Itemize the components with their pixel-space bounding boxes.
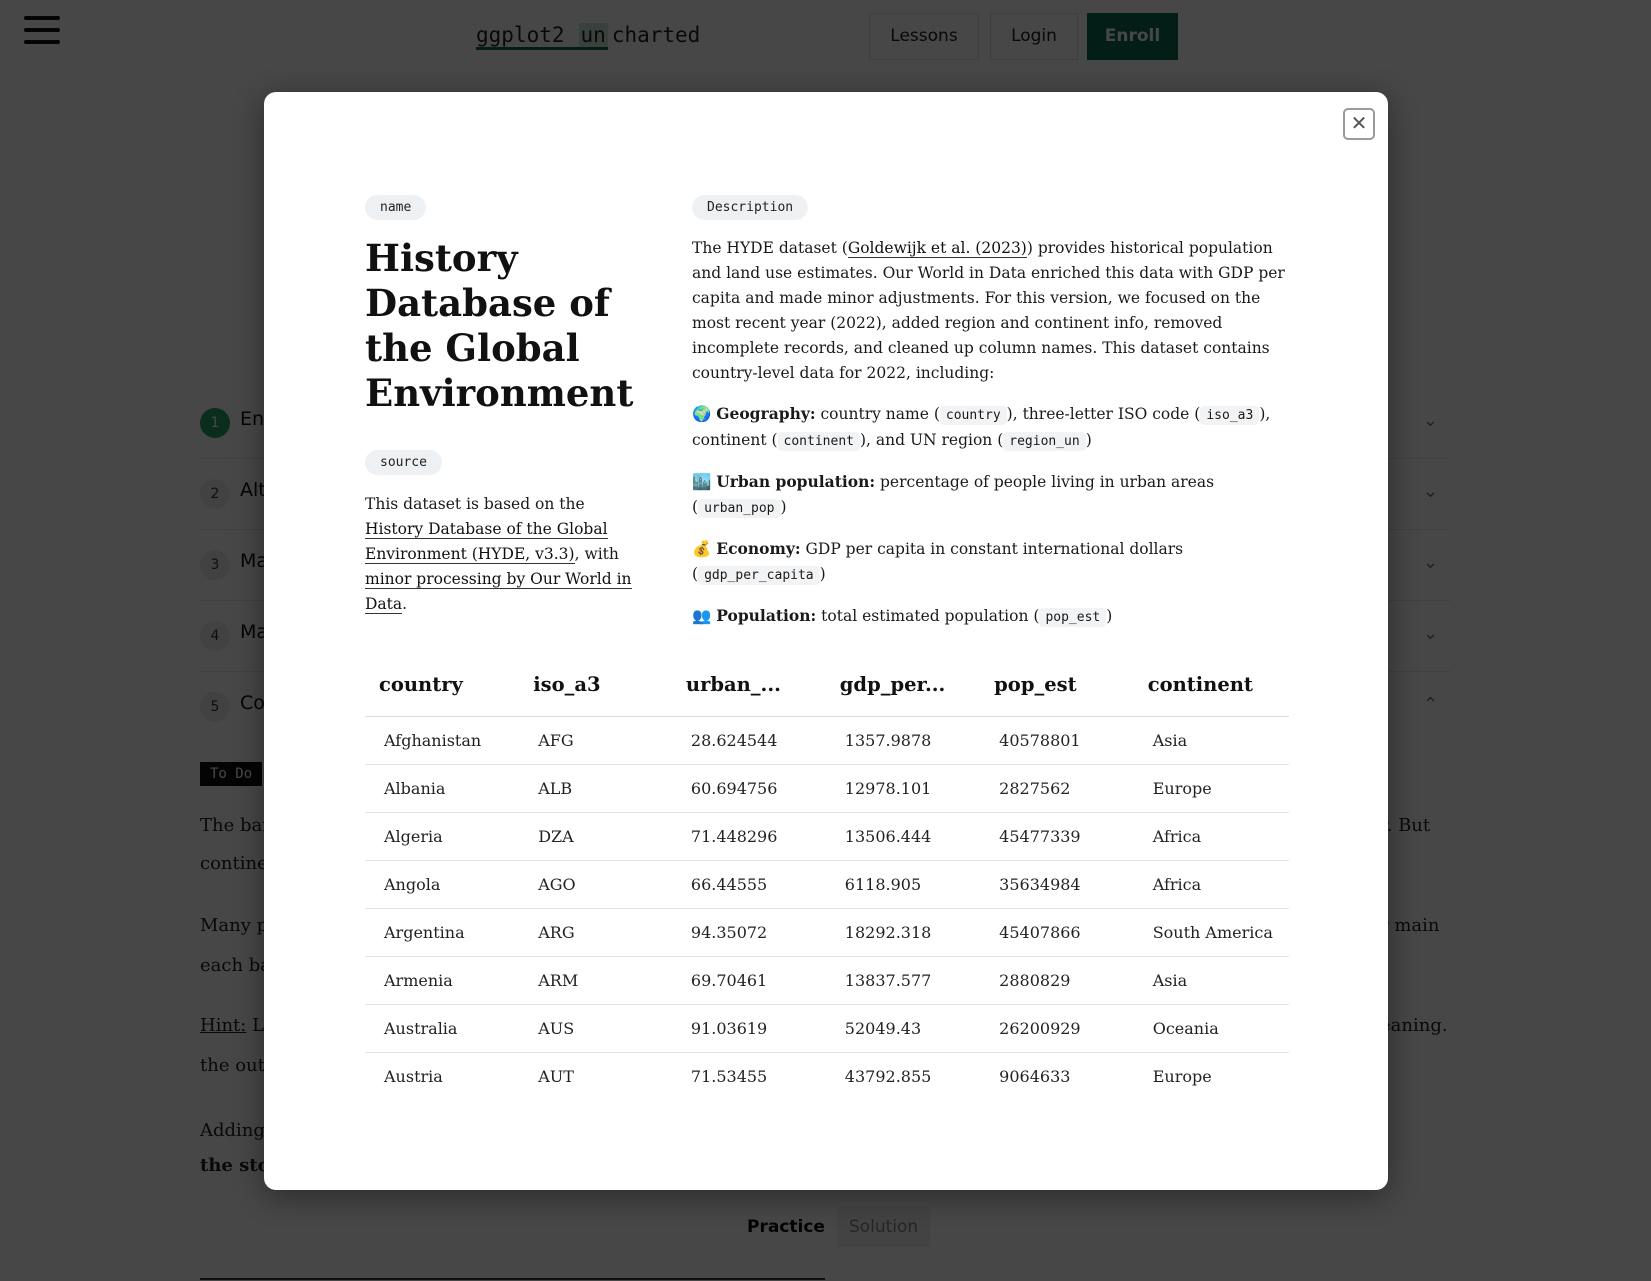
money-bag-icon: 💰 [692,540,712,558]
table-row [365,813,1289,861]
code-urban-pop: urban_pop [698,499,780,518]
table-cell: AFG [519,717,672,765]
table-row [365,957,1289,1005]
feature-geography: 🌍 Geography: country name ( country ), three-letter ISO code ( iso_a3 ), continent ( continent ), and UN region ( region_un ) [692,404,1271,449]
code-region: region_un [1003,432,1085,451]
table-cell: Asia [1134,717,1289,765]
table-body [365,717,1289,1101]
table-cell: 2880829 [980,957,1134,1005]
table-cell: Argentina [365,909,519,957]
table-cell: AUT [538,1067,574,1086]
table-cell: 2827562 [980,765,1134,813]
table-cell: 18292.318 [826,909,980,957]
table-cell: ALB [519,765,672,813]
column-header[interactable]: continent [1134,652,1289,717]
feature-economy: 💰 Economy: GDP per capita in constant international dollars ( gdp_per_capita ) [692,539,1184,583]
table-cell: Angola [365,861,519,909]
hyde-source-link[interactable]: History Database of the Global Environment (HYDE, v3.3) [365,520,608,563]
code-pop-est: pop_est [1039,608,1106,627]
table-cell: South America [1134,909,1289,957]
owid-processing-link[interactable]: minor processing by Our World in Data [365,570,632,613]
table-cell: Albania [365,765,519,813]
table-cell: DZA [519,813,672,861]
description-label-pill: Description [692,195,808,220]
table-cell: 66.44555 [672,861,826,909]
table-cell: Asia [1134,957,1289,1005]
description-text [692,236,1292,645]
dataset-info-modal [264,92,1388,1190]
table-cell: 43792.855 [844,1067,932,1086]
table-cell: ARG [519,909,672,957]
table-cell: 6118.905 [826,861,980,909]
source-label-pill: source [365,450,442,475]
table-row [365,717,1289,765]
table-cell: 69.70461 [672,957,826,1005]
code-gdp: gdp_per_capita [698,566,820,585]
table-cell: AUS [519,1005,672,1053]
globe-icon: 🌍 [692,405,712,423]
table-cell: 35634984 [980,861,1134,909]
table-cell: 12978.101 [826,765,980,813]
dataset-title: History Database of the Global Environment [365,236,634,415]
description-paragraph: The HYDE dataset (Goldewijk et al. (2023)) provides historical population and land use estimates. Our World in Data enriched this data with GDP per capita and made minor adjustments. For this version, we focused on the most recent year (2022), added region and continent info, removed incomplete records, and cleaned up column names. This dataset contains country-level data for 2022, including: [692,239,1285,382]
table-row [365,909,1289,957]
table-cell: 28.624544 [672,717,826,765]
table-cell: 13837.577 [826,957,980,1005]
table-header-row [365,652,1289,717]
goldewijk-citation-link[interactable]: Goldewijk et al. (2023) [847,239,1027,257]
table-row [365,1053,1289,1101]
code-continent: continent [778,432,860,451]
close-icon: ✕ [1350,111,1368,135]
code-iso: iso_a3 [1200,406,1259,425]
table-cell: 13506.444 [826,813,980,861]
table-cell: 71.53455 [690,1067,768,1086]
column-header[interactable]: pop_est [980,652,1134,717]
table-cell: 52049.43 [826,1005,980,1053]
table-cell: Africa [1134,813,1289,861]
table-cell: 45407866 [980,909,1134,957]
feature-population: 👥 Population: total estimated population ( pop_est ) [692,606,1113,625]
table-cell: 94.35072 [672,909,826,957]
table-cell: 40578801 [980,717,1134,765]
table-cell: Armenia [365,957,519,1005]
table-cell: Austria [384,1067,443,1086]
name-label-pill: name [365,195,426,220]
column-header[interactable]: urban_... [672,652,826,717]
table-cell: Africa [1134,861,1289,909]
table-cell: 91.03619 [672,1005,826,1053]
table-cell: Afghanistan [365,717,519,765]
feature-urban: 🏙️ Urban population: percentage of people living in urban areas ( urban_pop ) [692,472,1215,516]
table-cell: Europe [1134,765,1289,813]
table-cell: 71.448296 [672,813,826,861]
dataset-preview-table [365,652,1289,1100]
column-header[interactable]: country [365,652,519,717]
people-icon: 👥 [692,607,712,625]
cityscape-icon: 🏙️ [692,473,712,491]
table-cell: 26200929 [980,1005,1134,1053]
table-row [365,861,1289,909]
close-button[interactable] [1343,108,1375,140]
table-row [365,1005,1289,1053]
code-country: country [940,406,1007,425]
table-cell: ARM [519,957,672,1005]
table-cell: Europe [1152,1067,1212,1086]
table-cell: 1357.9878 [826,717,980,765]
column-header[interactable]: iso_a3 [519,652,672,717]
table-cell: AGO [519,861,672,909]
column-header[interactable]: gdp_per... [826,652,980,717]
table-cell: 60.694756 [672,765,826,813]
table-cell: 9064633 [999,1067,1071,1086]
table-cell: Australia [365,1005,519,1053]
source-text: This dataset is based on the History Database of the Global Environment (HYDE, v3.3), with minor processing by Our World in Data. [365,495,632,613]
table-cell: 45477339 [980,813,1134,861]
table-cell: Oceania [1134,1005,1289,1053]
table-cell: Algeria [365,813,519,861]
table-row [365,765,1289,813]
